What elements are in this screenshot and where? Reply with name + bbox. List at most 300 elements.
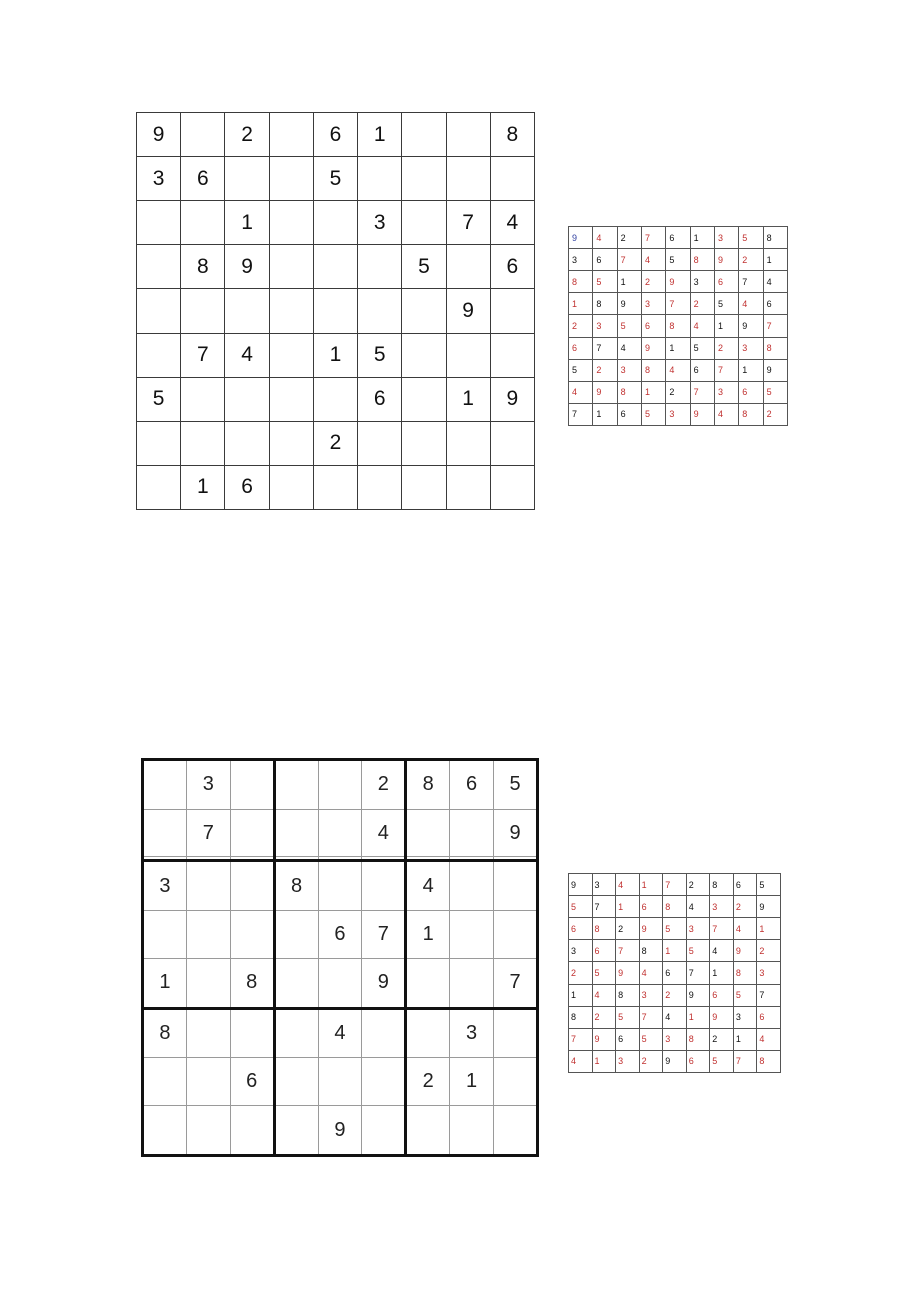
solution-cell: 2 xyxy=(569,962,593,984)
grid-row xyxy=(143,1008,538,1058)
grid-row xyxy=(569,896,781,918)
solution-cell: 5 xyxy=(690,337,714,359)
solution-cell: 4 xyxy=(686,896,710,918)
solution-cell: 4 xyxy=(617,337,641,359)
grid-cell xyxy=(406,1008,450,1058)
solution-cell: 8 xyxy=(617,381,641,403)
sudoku-solution-1 xyxy=(568,226,788,426)
solution-cell: 8 xyxy=(763,227,787,249)
solution-cell: 9 xyxy=(714,249,738,271)
solution-cell: 2 xyxy=(710,1028,734,1050)
grid-cell: 7 xyxy=(186,809,230,857)
grid-row xyxy=(569,315,788,337)
solution-cell: 9 xyxy=(733,940,757,962)
solution-cell: 6 xyxy=(617,403,641,425)
grid-cell: 8 xyxy=(181,245,225,289)
solution-cell: 6 xyxy=(569,918,593,940)
grid-cell xyxy=(181,113,225,157)
grid-cell xyxy=(186,1058,230,1106)
grid-cell xyxy=(358,465,402,509)
solution-cell: 7 xyxy=(592,896,616,918)
solution-cell: 5 xyxy=(686,940,710,962)
solution-cell: 5 xyxy=(593,271,617,293)
grid-cell xyxy=(406,958,450,1008)
solution-cell: 7 xyxy=(714,359,738,381)
grid-cell xyxy=(494,1058,538,1106)
grid-cell xyxy=(274,1106,318,1156)
solution-cell: 8 xyxy=(641,359,665,381)
solution-cell: 8 xyxy=(739,403,763,425)
solution-cell: 5 xyxy=(757,874,781,896)
grid-cell: 3 xyxy=(143,861,187,911)
grid-cell xyxy=(402,465,446,509)
solution-cell: 6 xyxy=(593,249,617,271)
grid-cell xyxy=(362,861,406,911)
grid-cell xyxy=(446,465,490,509)
grid-cell xyxy=(494,911,538,959)
grid-cell xyxy=(313,201,357,245)
grid-cell xyxy=(490,421,534,465)
solution-cell: 8 xyxy=(569,1006,593,1028)
grid-cell: 1 xyxy=(313,333,357,377)
solution-cell: 1 xyxy=(569,984,593,1006)
solution-cell: 1 xyxy=(757,918,781,940)
grid-cell xyxy=(269,289,313,333)
solution-cell: 7 xyxy=(757,984,781,1006)
grid-cell: 8 xyxy=(406,760,450,810)
grid-cell xyxy=(402,421,446,465)
grid-row xyxy=(569,984,781,1006)
grid-cell: 8 xyxy=(274,861,318,911)
grid-cell xyxy=(402,157,446,201)
solution-cell: 2 xyxy=(690,293,714,315)
solution-cell: 8 xyxy=(733,962,757,984)
solution-cell: 9 xyxy=(592,1028,616,1050)
solution-cell: 2 xyxy=(617,227,641,249)
solution-cell: 6 xyxy=(763,293,787,315)
grid-cell xyxy=(490,157,534,201)
grid-cell xyxy=(274,809,318,857)
grid-cell xyxy=(269,201,313,245)
solution-cell: 5 xyxy=(639,1028,663,1050)
grid-cell: 4 xyxy=(318,1008,362,1058)
grid-row xyxy=(569,1006,781,1028)
grid-row xyxy=(137,377,535,421)
solution-cell: 4 xyxy=(639,962,663,984)
solution-cell: 9 xyxy=(617,293,641,315)
solution-cell: 2 xyxy=(739,249,763,271)
solution-cell: 3 xyxy=(714,381,738,403)
grid-cell xyxy=(230,809,274,857)
grid-cell xyxy=(269,333,313,377)
grid-cell: 9 xyxy=(318,1106,362,1156)
solution-cell: 4 xyxy=(593,227,617,249)
grid-cell: 7 xyxy=(446,201,490,245)
grid-cell xyxy=(269,377,313,421)
solution-cell: 5 xyxy=(710,1050,734,1072)
grid-cell xyxy=(402,201,446,245)
grid-cell xyxy=(313,465,357,509)
solution-cell: 8 xyxy=(690,249,714,271)
solution-cell: 3 xyxy=(714,227,738,249)
grid-cell xyxy=(274,760,318,810)
grid-row xyxy=(143,861,538,911)
solution-cell: 5 xyxy=(763,381,787,403)
grid-cell xyxy=(143,1106,187,1156)
solution-cell: 1 xyxy=(663,940,687,962)
grid-cell: 8 xyxy=(230,958,274,1008)
solution-cell: 6 xyxy=(666,227,690,249)
solution-cell: 7 xyxy=(593,337,617,359)
grid-cell: 6 xyxy=(450,760,494,810)
grid-row xyxy=(569,874,781,896)
solution-cell: 2 xyxy=(686,874,710,896)
solution-cell: 3 xyxy=(663,1028,687,1050)
solution-cell: 2 xyxy=(593,359,617,381)
grid-cell xyxy=(318,861,362,911)
grid-row xyxy=(143,1058,538,1106)
solution-cell: 6 xyxy=(592,940,616,962)
sudoku-puzzle-1 xyxy=(136,112,535,510)
grid-cell xyxy=(186,1008,230,1058)
solution-cell: 3 xyxy=(641,293,665,315)
solution-cell: 3 xyxy=(757,962,781,984)
grid-row xyxy=(143,958,538,1008)
grid-cell: 6 xyxy=(490,245,534,289)
solution-cell: 5 xyxy=(739,227,763,249)
grid-cell: 7 xyxy=(362,911,406,959)
solution-cell: 1 xyxy=(686,1006,710,1028)
solution-cell: 7 xyxy=(666,293,690,315)
solution-cell: 4 xyxy=(666,359,690,381)
grid-row xyxy=(137,157,535,201)
solution-cell: 2 xyxy=(757,940,781,962)
grid-cell: 2 xyxy=(225,113,269,157)
grid-cell: 2 xyxy=(406,1058,450,1106)
solution-cell: 9 xyxy=(757,896,781,918)
solution-cell: 2 xyxy=(714,337,738,359)
solution-cell: 7 xyxy=(710,918,734,940)
grid-cell xyxy=(313,289,357,333)
grid-cell: 4 xyxy=(362,809,406,857)
grid-cell xyxy=(494,1008,538,1058)
grid-cell xyxy=(490,465,534,509)
grid-cell xyxy=(358,421,402,465)
grid-row xyxy=(143,760,538,810)
solution-cell: 9 xyxy=(616,962,640,984)
grid-row xyxy=(569,249,788,271)
grid-row xyxy=(569,381,788,403)
solution-cell: 3 xyxy=(617,359,641,381)
grid-row xyxy=(569,940,781,962)
grid-row xyxy=(569,403,788,425)
grid-cell: 4 xyxy=(225,333,269,377)
solution-cell: 6 xyxy=(686,1050,710,1072)
grid-cell xyxy=(274,1008,318,1058)
solution-cell: 2 xyxy=(733,896,757,918)
solution-cell: 6 xyxy=(757,1006,781,1028)
grid-cell xyxy=(450,809,494,857)
solution-cell: 1 xyxy=(641,381,665,403)
solution-cell: 1 xyxy=(592,1050,616,1072)
solution-cell: 2 xyxy=(592,1006,616,1028)
solution-cell: 3 xyxy=(666,403,690,425)
solution-cell: 7 xyxy=(733,1050,757,1072)
solution-cell: 2 xyxy=(663,984,687,1006)
solution-cell: 6 xyxy=(569,337,593,359)
solution-cell: 7 xyxy=(617,249,641,271)
grid-cell xyxy=(406,1106,450,1156)
grid-cell: 6 xyxy=(181,157,225,201)
solution-cell: 6 xyxy=(714,271,738,293)
solution-cell: 2 xyxy=(666,381,690,403)
grid-cell: 4 xyxy=(406,861,450,911)
grid-cell xyxy=(358,289,402,333)
solution-cell: 3 xyxy=(690,271,714,293)
grid-cell xyxy=(446,421,490,465)
solution-cell: 8 xyxy=(757,1050,781,1072)
solution-cell: 1 xyxy=(733,1028,757,1050)
grid-cell xyxy=(274,1058,318,1106)
solution-cell: 7 xyxy=(690,381,714,403)
solution-cell: 2 xyxy=(641,271,665,293)
grid-cell: 5 xyxy=(494,760,538,810)
grid-cell xyxy=(450,1106,494,1156)
grid-cell xyxy=(274,958,318,1008)
grid-cell xyxy=(269,245,313,289)
solution-cell: 3 xyxy=(639,984,663,1006)
solution-cell: 3 xyxy=(686,918,710,940)
solution-cell: 8 xyxy=(686,1028,710,1050)
grid-cell xyxy=(313,377,357,421)
grid-cell xyxy=(494,861,538,911)
solution-cell: 8 xyxy=(710,874,734,896)
grid-row xyxy=(569,227,788,249)
solution-cell: 6 xyxy=(641,315,665,337)
grid-cell xyxy=(137,333,181,377)
grid-cell: 3 xyxy=(358,201,402,245)
solution-cell: 3 xyxy=(733,1006,757,1028)
grid-row xyxy=(569,337,788,359)
solution-cell: 4 xyxy=(739,293,763,315)
solution-cell: 1 xyxy=(690,227,714,249)
solution-cell: 6 xyxy=(639,896,663,918)
solution-cell: 2 xyxy=(616,918,640,940)
solution-cell: 1 xyxy=(639,874,663,896)
grid-row xyxy=(143,911,538,959)
grid-cell: 3 xyxy=(137,157,181,201)
solution-cell: 4 xyxy=(663,1006,687,1028)
grid-row xyxy=(137,201,535,245)
solution-cell: 4 xyxy=(757,1028,781,1050)
grid-cell xyxy=(137,421,181,465)
solution-cell: 3 xyxy=(592,874,616,896)
solution-cell: 7 xyxy=(569,403,593,425)
solution-cell: 2 xyxy=(763,403,787,425)
grid-cell: 6 xyxy=(230,1058,274,1106)
grid-cell xyxy=(230,1008,274,1058)
grid-cell: 8 xyxy=(490,113,534,157)
grid-cell xyxy=(225,289,269,333)
grid-cell xyxy=(137,245,181,289)
grid-cell xyxy=(494,1106,538,1156)
solution-cell: 7 xyxy=(739,271,763,293)
grid-cell xyxy=(143,1058,187,1106)
solution-cell: 7 xyxy=(639,1006,663,1028)
grid-cell xyxy=(269,157,313,201)
grid-cell xyxy=(358,245,402,289)
grid-cell xyxy=(362,1008,406,1058)
grid-cell: 9 xyxy=(490,377,534,421)
solution-cell: 9 xyxy=(593,381,617,403)
grid-row xyxy=(569,359,788,381)
grid-cell: 6 xyxy=(358,377,402,421)
solution-cell: 7 xyxy=(663,874,687,896)
grid-cell: 9 xyxy=(137,113,181,157)
grid-cell xyxy=(402,113,446,157)
solution-cell: 7 xyxy=(569,1028,593,1050)
grid-cell: 7 xyxy=(494,958,538,1008)
grid-cell xyxy=(269,421,313,465)
solution-cell: 4 xyxy=(763,271,787,293)
solution-cell: 5 xyxy=(569,359,593,381)
solution-cell: 5 xyxy=(592,962,616,984)
grid-cell xyxy=(137,289,181,333)
grid-row xyxy=(137,465,535,509)
solution-cell: 9 xyxy=(641,337,665,359)
grid-cell: 7 xyxy=(181,333,225,377)
grid-cell xyxy=(318,1058,362,1106)
grid-cell: 5 xyxy=(137,377,181,421)
solution-cell: 1 xyxy=(739,359,763,381)
grid-cell: 1 xyxy=(181,465,225,509)
grid-row xyxy=(569,962,781,984)
grid-row xyxy=(569,1050,781,1072)
grid-cell: 1 xyxy=(406,911,450,959)
solution-cell: 8 xyxy=(593,293,617,315)
solution-cell: 3 xyxy=(710,896,734,918)
grid-cell xyxy=(274,911,318,959)
grid-cell xyxy=(181,377,225,421)
solution-cell: 8 xyxy=(666,315,690,337)
solution-cell: 1 xyxy=(763,249,787,271)
grid-cell: 5 xyxy=(313,157,357,201)
solution-cell: 5 xyxy=(569,896,593,918)
solution-cell: 8 xyxy=(569,271,593,293)
grid-cell xyxy=(318,809,362,857)
solution-cell: 6 xyxy=(710,984,734,1006)
grid-cell xyxy=(318,760,362,810)
solution-cell: 3 xyxy=(569,940,593,962)
solution-cell: 1 xyxy=(617,271,641,293)
grid-cell: 3 xyxy=(450,1008,494,1058)
solution-cell: 7 xyxy=(686,962,710,984)
grid-cell xyxy=(446,113,490,157)
solution-cell: 4 xyxy=(569,1050,593,1072)
grid-cell xyxy=(362,1106,406,1156)
solution-cell: 8 xyxy=(663,896,687,918)
grid-cell xyxy=(362,1058,406,1106)
solution-cell: 5 xyxy=(733,984,757,1006)
solution-cell: 6 xyxy=(733,874,757,896)
grid-cell xyxy=(446,333,490,377)
solution-cell: 1 xyxy=(593,403,617,425)
solution-cell: 9 xyxy=(666,271,690,293)
solution-cell: 5 xyxy=(641,403,665,425)
grid-cell xyxy=(318,958,362,1008)
grid-row xyxy=(137,113,535,157)
grid-row xyxy=(143,1106,538,1156)
grid-cell xyxy=(450,911,494,959)
grid-cell: 3 xyxy=(186,760,230,810)
grid-cell: 9 xyxy=(362,958,406,1008)
grid-cell xyxy=(186,861,230,911)
solution-cell: 5 xyxy=(714,293,738,315)
grid-cell xyxy=(186,911,230,959)
grid-row xyxy=(569,293,788,315)
solution-cell: 7 xyxy=(616,940,640,962)
solution-cell: 5 xyxy=(666,249,690,271)
grid-cell: 9 xyxy=(446,289,490,333)
solution-cell: 6 xyxy=(616,1028,640,1050)
grid-cell xyxy=(406,809,450,857)
solution-cell: 2 xyxy=(569,315,593,337)
grid-cell xyxy=(402,289,446,333)
grid-cell: 2 xyxy=(313,421,357,465)
grid-cell xyxy=(143,809,187,857)
solution-cell: 9 xyxy=(663,1050,687,1072)
grid-cell xyxy=(225,421,269,465)
grid-cell: 1 xyxy=(446,377,490,421)
grid-cell: 2 xyxy=(362,760,406,810)
solution-cell: 6 xyxy=(690,359,714,381)
grid-cell xyxy=(313,245,357,289)
grid-cell xyxy=(450,958,494,1008)
grid-cell: 6 xyxy=(318,911,362,959)
grid-cell: 5 xyxy=(358,333,402,377)
sudoku-solution-2 xyxy=(568,873,781,1073)
solution-cell: 5 xyxy=(663,918,687,940)
solution-cell: 9 xyxy=(639,918,663,940)
solution-cell: 3 xyxy=(593,315,617,337)
sudoku-puzzle-2 xyxy=(141,758,539,1157)
grid-row xyxy=(137,245,535,289)
grid-row xyxy=(569,271,788,293)
solution-cell: 9 xyxy=(710,1006,734,1028)
solution-cell: 4 xyxy=(641,249,665,271)
grid-cell xyxy=(358,157,402,201)
solution-cell: 9 xyxy=(739,315,763,337)
solution-cell: 1 xyxy=(616,896,640,918)
grid-cell: 1 xyxy=(225,201,269,245)
grid-cell xyxy=(181,421,225,465)
solution-cell: 3 xyxy=(616,1050,640,1072)
solution-cell: 2 xyxy=(639,1050,663,1072)
solution-cell: 4 xyxy=(616,874,640,896)
solution-cell: 9 xyxy=(569,227,593,249)
solution-cell: 1 xyxy=(666,337,690,359)
grid-row xyxy=(137,421,535,465)
solution-cell: 9 xyxy=(569,874,593,896)
grid-cell xyxy=(230,1106,274,1156)
solution-cell: 8 xyxy=(592,918,616,940)
grid-row xyxy=(137,289,535,333)
solution-cell: 8 xyxy=(616,984,640,1006)
grid-cell xyxy=(490,333,534,377)
grid-row xyxy=(569,1028,781,1050)
grid-row xyxy=(143,809,538,857)
solution-cell: 8 xyxy=(763,337,787,359)
